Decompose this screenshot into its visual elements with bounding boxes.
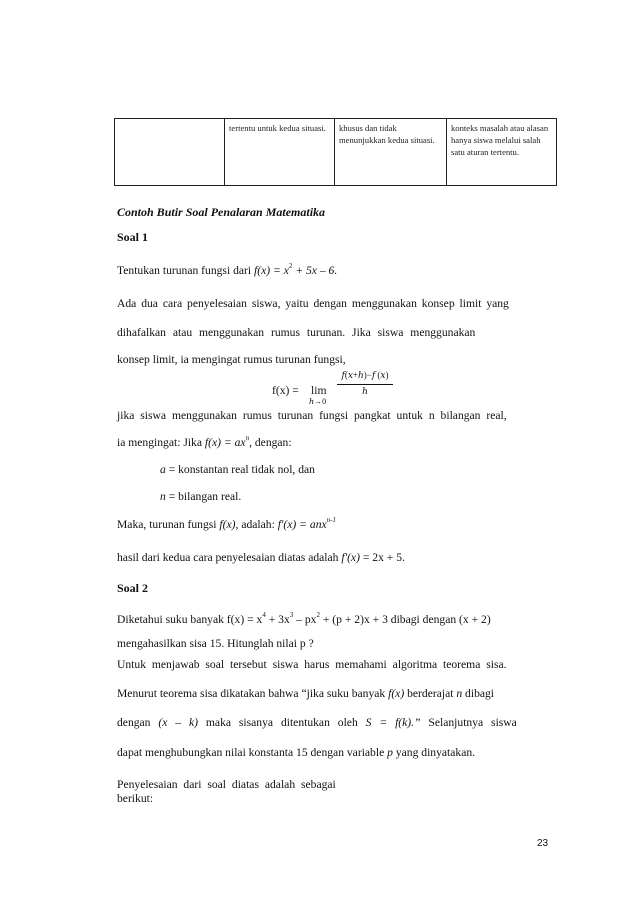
table-cell: khusus dan tidak menunjukkan kedua situasi. — [335, 119, 447, 186]
soal-1-question: Tentukan turunan fungsi dari $f(x) = x^2 + 5x - 6$. — [117, 262, 338, 277]
paragraph-line: Menurut teorema sisa dikatakan bahwa “jika suku banyak f(x) berderajat n dibagi — [117, 687, 495, 700]
paragraph-line: dapat menghubungkan nilai konstanta 15 dengan variable p yang dinyatakan. — [117, 746, 476, 759]
paragraph-line: ia mengingat: Jika $f(x) = ax^n$, dengan: — [117, 434, 292, 449]
paragraph-line: Penyelesaian dari soal diatas adalah sebagai — [117, 778, 336, 791]
soal-2-question: Diketahui suku banyak $f(x) = x^4 + 3x^3 - px^2 + (p + 2)x + 3$ dibagi dengan (x + 2) — [117, 611, 491, 626]
page-number: 23 — [537, 838, 549, 849]
paragraph-line: Maka, turunan fungsi f(x), adalah: f'(x) = anx$^{n-1}$ — [117, 516, 336, 531]
section-heading: Contoh Butir Soal Penalaran Matematika — [117, 205, 326, 219]
criteria-table — [114, 118, 557, 186]
paragraph-line: berikut: — [117, 792, 154, 805]
paragraph-line: dengan (x – k) maka sisanya ditentukan oleh S = f(k).” Selanjutnya siswa — [117, 716, 517, 729]
soal-2-title: Soal 2 — [117, 581, 149, 595]
definition-n: n = bilangan real. — [160, 490, 242, 503]
formula-denominator: ℎ — [362, 386, 368, 396]
paragraph-line: Untuk menjawab soal tersebut siswa harus memahami algoritma teorema sisa. — [117, 658, 507, 671]
soal-1-title: Soal 1 — [117, 230, 149, 244]
definition-a: a = konstantan real tidak nol, dan — [160, 463, 315, 476]
table-row — [115, 119, 557, 186]
table-cell: konteks masalah atau alasan hanya siswa melalui salah satu aturan tertentu. — [447, 119, 557, 186]
table-cell: tertentu untuk kedua situasi. — [225, 119, 335, 186]
paragraph-line: hasil dari kedua cara penyelesaian diatas adalah f'(x) = 2x + 5. — [117, 551, 405, 564]
formula-lhs: f(x) = — [272, 384, 299, 397]
paragraph-line: dihafalkan atau menggunakan rumus turunan. Jika siswa menggunakan — [117, 326, 476, 339]
formula-lim-sub: ℎ→0 — [309, 397, 327, 406]
formula-numerator: 𝑓(𝑥+ℎ)−𝑓 (𝑥) — [341, 370, 389, 380]
table-cell — [115, 119, 225, 186]
paragraph-line: jika siswa menggunakan rumus turunan fungsi pangkat untuk n bilangan real, — [117, 409, 507, 422]
formula-lim: lim — [311, 384, 327, 397]
paragraph-line: Ada dua cara penyelesaian siswa, yaitu dengan menggunakan konsep limit yang — [117, 297, 509, 310]
paragraph-line: konsep limit, ia mengingat rumus turunan fungsi, — [117, 353, 346, 366]
paragraph-line: mengahasilkan sisa 15. Hitunglah nilai p ? — [117, 637, 314, 650]
fraction-bar — [337, 384, 393, 385]
